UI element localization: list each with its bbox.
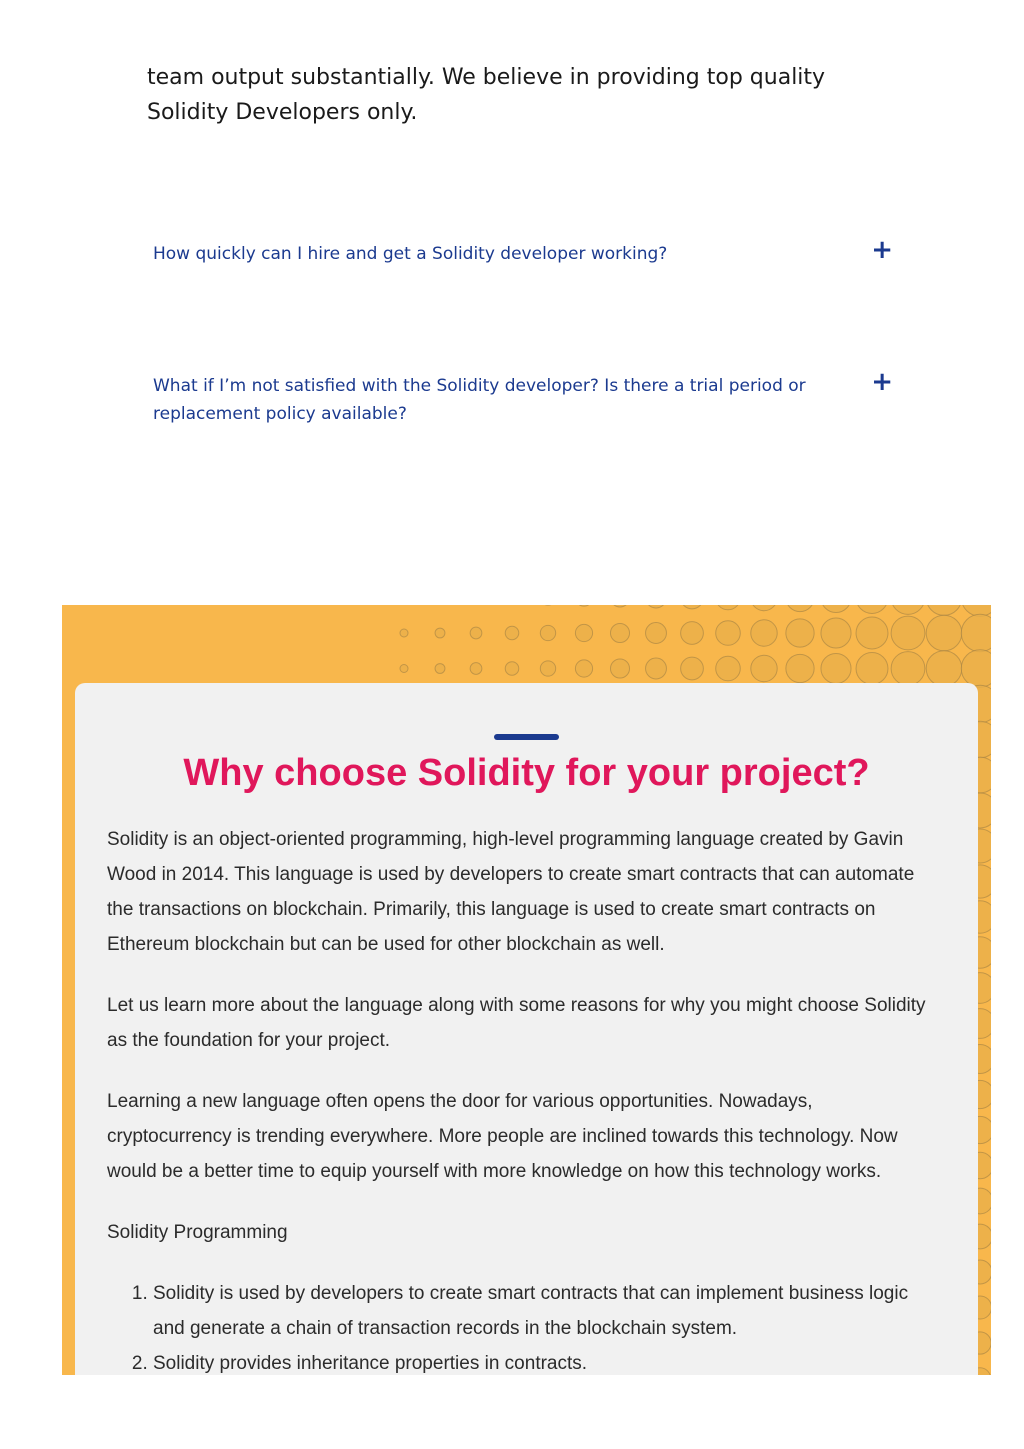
faq-item[interactable] (153, 235, 893, 268)
decorative-dot (751, 605, 777, 611)
decorative-dot (470, 663, 482, 675)
decorative-dot (540, 625, 555, 640)
decorative-dot (751, 620, 777, 646)
body-paragraph: Solidity is an object-oriented programming, high-level programming language created by Gavin Wood in 2014. This language is used by developers to create smart contracts that can automate the transactions on blockchain. Primarily, this language is used to create smart contracts on Ethereum blockchain but can be used for other blockchain as well. (107, 829, 915, 955)
decorative-dot (856, 605, 888, 613)
decorative-dot (681, 605, 704, 609)
decorative-dot (751, 655, 777, 681)
decorative-dot (681, 657, 704, 680)
decorative-dot (610, 605, 629, 607)
feature-list (107, 1276, 937, 1381)
decorative-dot (891, 652, 925, 686)
decorative-dot (821, 618, 851, 648)
body-paragraph: Learning a new language often opens the door for various opportunities. Nowadays, cryptocurrency is trending everywhere. More people are inclined towards this technology. Now would be a better time to equip yourself with more knowledge on how this technology works. (107, 1091, 898, 1182)
decorative-dot (926, 651, 962, 687)
decorative-dot (856, 617, 888, 649)
decorative-dot (716, 621, 741, 646)
decorative-dot (435, 664, 445, 674)
decorative-dot (575, 605, 592, 606)
decorative-dot (646, 605, 667, 608)
list-item: 1. Solidity is used by developers to create smart contracts that can implement business logic and generate a chain of transaction records in the blockchain system. (153, 1276, 937, 1346)
decorative-dot (646, 658, 667, 679)
decorative-dot (681, 622, 704, 645)
decorative-dot (716, 656, 741, 681)
decorative-dot (926, 615, 962, 651)
decorative-dot (575, 660, 592, 677)
decorative-dot (716, 605, 741, 610)
decorative-dot (856, 653, 888, 685)
accent-bar (494, 734, 559, 740)
decorative-dot (505, 662, 519, 676)
decorative-dot (470, 627, 482, 639)
section-title: Why choose Solidity for your project? (183, 752, 870, 794)
body-paragraph: Let us learn more about the language along with some reasons for why you might choose Solidity as the foundation for your project. (107, 995, 926, 1051)
decorative-dot (540, 661, 555, 676)
decorative-dot (926, 605, 962, 615)
faq-question[interactable]: How quickly can I hire and get a Solidity developer working? (153, 244, 668, 264)
decorative-dot (505, 626, 519, 640)
section-body (107, 822, 937, 1381)
plus-icon[interactable]: + (871, 235, 893, 265)
decorative-dot (400, 629, 408, 637)
decorative-dot (575, 624, 592, 641)
decorative-dot (786, 619, 814, 647)
decorative-dot (821, 605, 851, 613)
decorative-dot (961, 614, 991, 651)
decorative-dot (961, 650, 991, 687)
decorative-dot (435, 628, 445, 638)
intro-paragraph: team output substantially. We believe in providing top quality Solidity Developers only. (147, 65, 826, 125)
decorative-dot (786, 654, 814, 682)
why-solidity-card (75, 683, 978, 1375)
list-item: 2. Solidity provides inheritance properties in contracts. (153, 1346, 937, 1381)
decorative-dot (610, 623, 629, 642)
plus-icon[interactable]: + (871, 367, 893, 397)
faq-question[interactable]: What if I’m not satisfied with the Solidity developer? Is there a trial period or replacement policy available? (153, 376, 806, 424)
faq-item[interactable] (153, 367, 893, 428)
decorative-dot (891, 616, 925, 650)
decorative-dot (610, 659, 629, 678)
decorative-dot (891, 605, 925, 614)
decorative-dot (646, 623, 667, 644)
body-subheading: Solidity Programming (107, 1222, 288, 1243)
decorative-dot (400, 665, 408, 673)
decorative-dot (821, 653, 851, 683)
decorative-dot (786, 605, 814, 612)
